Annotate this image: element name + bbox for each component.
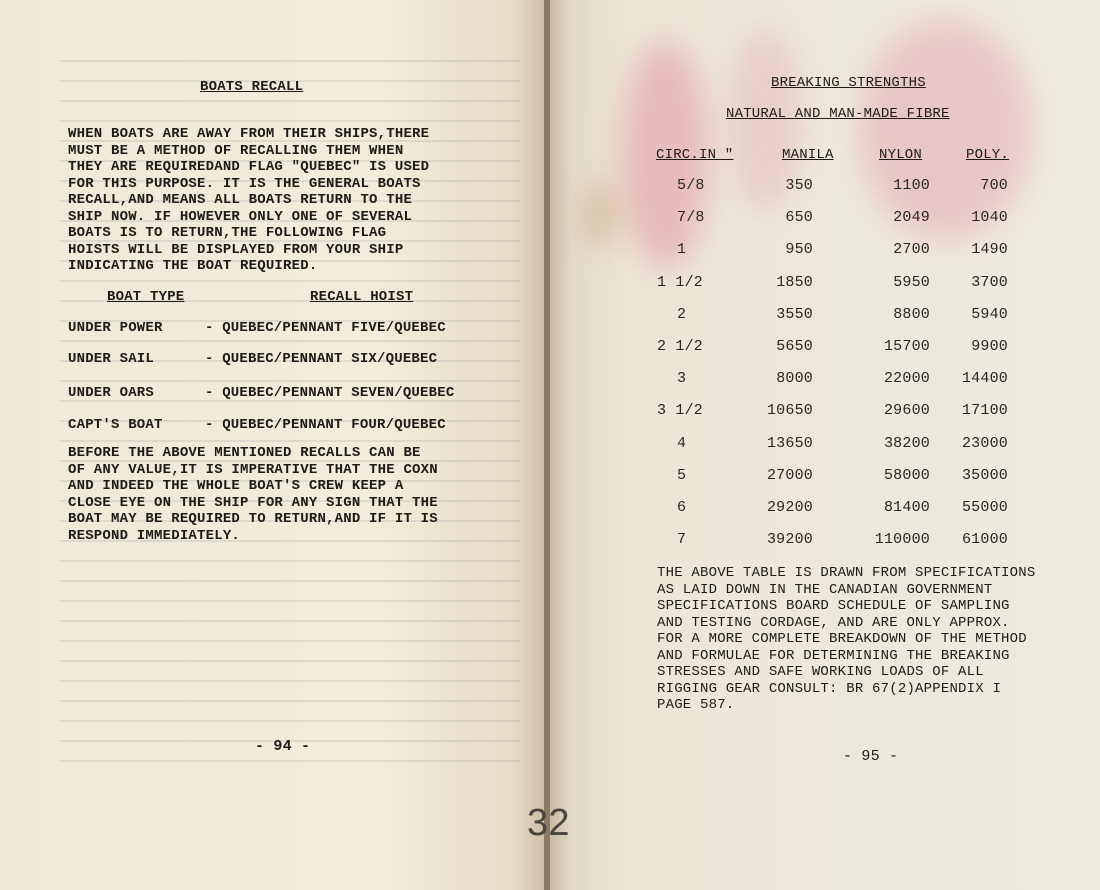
nylon-cell: 110000	[874, 531, 930, 549]
page-number-left: - 94 -	[255, 738, 311, 755]
nylon-cell: 5950	[893, 273, 930, 291]
poly-cell: 61000	[961, 531, 1008, 549]
poly-cell: 35000	[961, 466, 1008, 484]
note-line: AND TESTING CORDAGE, AND ARE ONLY APPROX.	[657, 614, 1010, 631]
poly-cell: 1040	[971, 209, 1008, 227]
circ-cell: 5	[677, 466, 687, 484]
nylon-cell: 58000	[883, 466, 930, 484]
boat-type-cell: UNDER OARS	[68, 385, 155, 401]
manila-cell: 1850	[776, 273, 813, 291]
recall-hoist-cell: - QUEBEC/PENNANT FOUR/QUEBEC	[205, 417, 446, 433]
circ-cell: 2	[677, 305, 687, 323]
nylon-cell: 2049	[893, 209, 930, 227]
circ-cell: 6	[677, 499, 687, 516]
recall-hoist-cell: - QUEBEC/PENNANT FIVE/QUEBEC	[205, 320, 446, 336]
table-note	[657, 565, 1035, 714]
fibre-subtitle: NATURAL AND MAN-MADE FIBRE	[726, 106, 950, 122]
closing-line: CLOSE EYE ON THE SHIP FOR ANY SIGN THAT THE	[68, 494, 438, 511]
manila-cell: 13650	[766, 434, 813, 452]
note-line: SPECIFICATIONS BOARD SCHEDULE OF SAMPLING	[657, 598, 1010, 614]
intro-line: HOISTS WILL BE DISPLAYED FROM YOUR SHIP	[68, 241, 404, 258]
intro-line: RECALL,AND MEANS ALL BOATS RETURN TO THE	[68, 192, 413, 208]
recall-hoist-header: RECALL HOIST	[310, 289, 414, 305]
manila-cell: 39200	[766, 531, 813, 549]
intro-paragraph	[68, 126, 429, 275]
poly-cell: 9900	[971, 338, 1008, 355]
circ-cell: 2 1/2	[657, 338, 704, 355]
note-line: THE ABOVE TABLE IS DRAWN FROM SPECIFICATIONS	[657, 565, 1036, 581]
pink-stain	[860, 20, 1030, 240]
poly-cell: 17100	[961, 402, 1008, 420]
manila-cell: 350	[785, 177, 813, 194]
brown-stain	[580, 180, 620, 250]
closing-paragraph	[68, 445, 438, 544]
closing-line: AND INDEED THE WHOLE BOAT'S CREW KEEP A	[68, 478, 404, 494]
manila-cell: 950	[785, 241, 813, 259]
closing-line: RESPOND IMMEDIATELY.	[68, 527, 241, 544]
recall-hoist-cell: - QUEBEC/PENNANT SIX/QUEBEC	[205, 351, 438, 367]
circ-cell: 1	[677, 241, 687, 259]
nylon-cell: 29600	[883, 402, 930, 420]
poly-cell: 1490	[971, 241, 1008, 259]
nylon-cell: 8800	[893, 305, 930, 323]
note-line: AS LAID DOWN IN THE CANADIAN GOVERNMENT	[657, 581, 993, 598]
intro-line: THEY ARE REQUIREDAND FLAG "QUEBEC" IS USED	[68, 159, 430, 175]
poly-cell: 3700	[971, 273, 1008, 291]
poly-cell: 14400	[961, 370, 1008, 388]
header-circ: CIRC.IN "	[656, 147, 734, 163]
circ-cell: 4	[677, 434, 687, 452]
manila-cell: 3550	[776, 305, 813, 323]
circ-cell: 1 1/2	[657, 273, 704, 291]
nylon-cell: 22000	[883, 370, 930, 388]
nylon-cell: 1100	[893, 177, 930, 194]
poly-cell: 55000	[961, 499, 1008, 516]
breaking-strengths-title: BREAKING STRENGTHS	[771, 75, 926, 91]
nylon-cell: 81400	[883, 499, 930, 516]
boat-type-cell: UNDER SAIL	[68, 351, 155, 367]
poly-cell: 700	[980, 177, 1008, 194]
page-number-right: - 95 -	[843, 748, 899, 765]
circ-cell: 3 1/2	[657, 402, 704, 420]
note-line: STRESSES AND SAFE WORKING LOADS OF ALL	[657, 664, 984, 680]
closing-line: BEFORE THE ABOVE MENTIONED RECALLS CAN BE	[68, 445, 421, 461]
header-poly: POLY.	[966, 147, 1010, 163]
circ-cell: 5/8	[677, 177, 705, 194]
closing-line: BOAT MAY BE REQUIRED TO RETURN,AND IF IT IS	[68, 511, 438, 527]
nylon-cell: 38200	[883, 434, 930, 452]
note-line: AND FORMULAE FOR DETERMINING THE BREAKING	[657, 647, 1010, 664]
intro-line: SHIP NOW. IF HOWEVER ONLY ONE OF SEVERAL	[68, 208, 413, 225]
nylon-cell: 2700	[893, 241, 930, 259]
circ-cell: 3	[677, 370, 687, 388]
header-nylon: NYLON	[879, 147, 923, 163]
note-line: RIGGING GEAR CONSULT: BR 67(2)APPENDIX I	[657, 680, 1002, 697]
manila-cell: 29200	[766, 499, 813, 516]
book-spine	[544, 0, 550, 890]
header-manila: MANILA	[782, 147, 834, 163]
gutter-mark: 32	[527, 802, 570, 844]
boats-recall-heading: BOATS RECALL	[200, 79, 304, 95]
poly-cell: 5940	[971, 305, 1008, 323]
boat-type-cell: UNDER POWER	[68, 320, 163, 336]
circ-cell: 7/8	[677, 209, 705, 227]
note-line: PAGE 587.	[657, 697, 735, 713]
manila-cell: 5650	[776, 338, 813, 355]
recall-hoist-cell: - QUEBEC/PENNANT SEVEN/QUEBEC	[205, 385, 455, 401]
manila-cell: 650	[785, 209, 813, 227]
poly-cell: 23000	[961, 434, 1008, 452]
circ-cell: 7	[677, 531, 687, 549]
intro-line: WHEN BOATS ARE AWAY FROM THEIR SHIPS,THERE	[68, 126, 430, 142]
intro-line: BOATS IS TO RETURN,THE FOLLOWING FLAG	[68, 225, 387, 241]
intro-line: MUST BE A METHOD OF RECALLING THEM WHEN	[68, 142, 404, 159]
manila-cell: 27000	[766, 466, 813, 484]
manila-cell: 8000	[776, 370, 813, 388]
intro-line: FOR THIS PURPOSE. IT IS THE GENERAL BOATS	[68, 175, 421, 192]
closing-line: OF ANY VALUE,IT IS IMPERATIVE THAT THE COXN	[68, 461, 438, 478]
boat-type-cell: CAPT'S BOAT	[68, 417, 163, 433]
boat-type-header: BOAT TYPE	[107, 289, 185, 305]
nylon-cell: 15700	[883, 338, 930, 355]
note-line: FOR A MORE COMPLETE BREAKDOWN OF THE METHOD	[657, 631, 1027, 647]
intro-line: INDICATING THE BOAT REQUIRED.	[68, 258, 318, 274]
manila-cell: 10650	[766, 402, 813, 420]
